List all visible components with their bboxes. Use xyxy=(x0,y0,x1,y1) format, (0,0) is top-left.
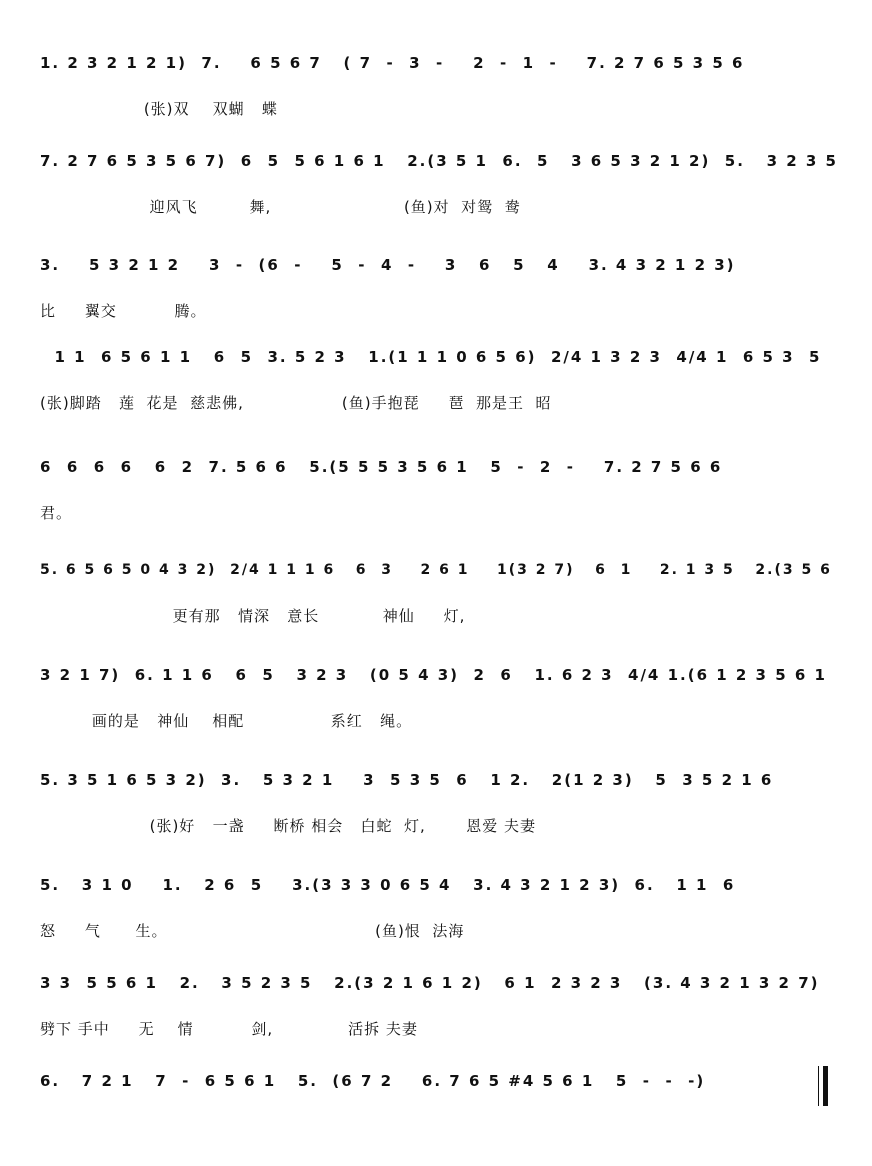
notation-line: 1 1 6 5 6 1 1 6 5 3. 5 2 3 1.(1 1 1 0 6 5 6) 2/4 1 3 2 3 4/4 1 6 5 3 5 xyxy=(40,348,822,366)
notation-line: 7. 2 7 6 5 3 5 6 7) 6 5 5 6 1 6 1 2.(3 5 1 6. 5 3 6 5 3 2 1 2) 5. 3 2 3 5 xyxy=(40,152,838,170)
final-barline-thin xyxy=(818,1066,819,1106)
final-barline-thick xyxy=(823,1066,828,1106)
lyrics-line: 比 翼交 腾。 xyxy=(40,302,207,320)
score-system-10 xyxy=(40,968,840,1068)
lyrics-line: 劈下 手中 无 情 剑, 活拆 夫妻 xyxy=(40,1020,418,1038)
lyrics-line: (张)脚踏 莲 花是 慈悲佛, (鱼)手抱琵 琶 那是王 昭 xyxy=(40,394,552,412)
notation-line: 5. 6 5 6 5 0 4 3 2) 2/4 1 1 1 6 6 3 2 6 1 1(3 2 7) 6 1 2. 1 3 5 2.(3 5 6 xyxy=(40,562,832,578)
lyrics-line: 君。 xyxy=(40,504,73,522)
notation-line: 6. 7 2 1 7 - 6 5 6 1 5. (6 7 2 6. 7 6 5 #4 5 6 1 5 - - -) xyxy=(40,1072,706,1090)
score-system-4 xyxy=(40,342,840,442)
score-system-3 xyxy=(40,250,840,350)
score-system-8 xyxy=(40,765,840,865)
lyrics-line xyxy=(40,1114,840,1140)
score-system-1 xyxy=(40,48,840,148)
score-system-11 xyxy=(40,1066,840,1166)
notation-line: 3 3 5 5 6 1 2. 3 5 2 3 5 2.(3 2 1 6 1 2) 6 1 2 3 2 3 (3. 4 3 2 1 3 2 7) xyxy=(40,974,820,992)
score-system-6 xyxy=(40,555,840,655)
score-system-2 xyxy=(40,146,840,246)
lyrics-line: 更有那 情深 意长 神仙 灯, xyxy=(40,607,466,625)
notation-line: 5. 3 5 1 6 5 3 2) 3. 5 3 2 1 3 5 3 5 6 1 2. 2(1 2 3) 5 3 5 2 1 6 xyxy=(40,771,774,789)
score-system-5 xyxy=(40,452,840,552)
lyrics-line: 画的是 神仙 相配 系红 绳。 xyxy=(40,712,413,730)
notation-line: 3. 5 3 2 1 2 3 - (6 - 5 - 4 - 3 6 5 4 3. 4 3 2 1 2 3) xyxy=(40,256,736,274)
score-system-7 xyxy=(40,660,840,760)
lyrics-line: 迎风飞 舞, (鱼)对 对鸳 鸯 xyxy=(40,198,521,216)
notation-line: 1. 2 3 2 1 2 1) 7. 6 5 6 7 ( 7 - 3 - 2 - 1 - 7. 2 7 6 5 3 5 6 xyxy=(40,54,745,72)
lyrics-line: (张)双 双蝴 蝶 xyxy=(40,100,278,118)
lyrics-line: 怒 气 生。 (鱼)恨 法海 xyxy=(40,922,465,940)
notation-line: 3 2 1 7) 6. 1 1 6 6 5 3 2 3 (0 5 4 3) 2 6 1. 6 2 3 4/4 1.(6 1 2 3 5 6 1 xyxy=(40,666,827,684)
score-system-9 xyxy=(40,870,840,970)
notation-line: 5. 3 1 0 1. 2 6 5 3.(3 3 3 0 6 5 4 3. 4 3 2 1 2 3) 6. 1 1 6 xyxy=(40,876,736,894)
lyrics-line: (张)好 一盏 断桥 相会 白蛇 灯, 恩爱 夫妻 xyxy=(40,817,536,835)
notation-line: 6 6 6 6 6 2 7. 5 6 6 5.(5 5 5 3 5 6 1 5 - 2 - 7. 2 7 5 6 6 xyxy=(40,458,723,476)
